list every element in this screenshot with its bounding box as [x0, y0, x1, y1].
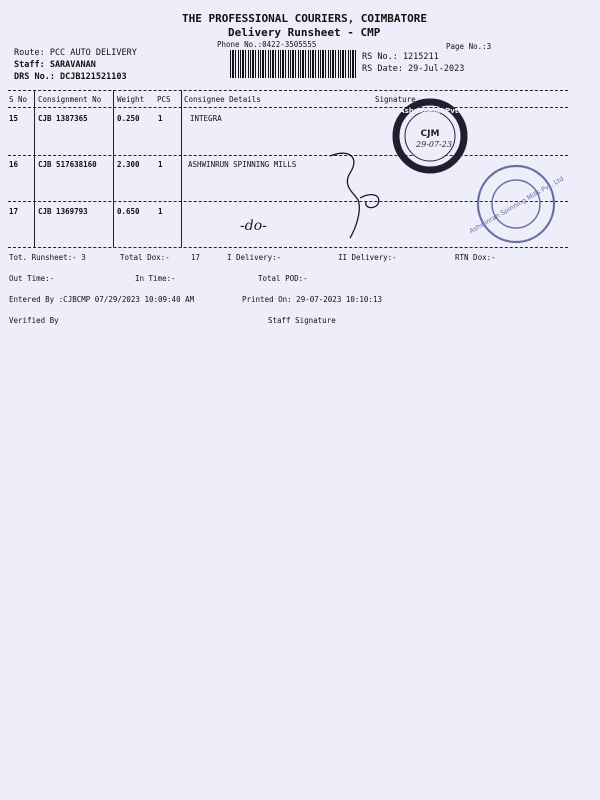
table-header-rule: [8, 107, 568, 108]
row-consignee: INTEGRA: [190, 114, 222, 123]
rs-date: RS Date: 29-Jul-2023: [362, 64, 465, 74]
row-consignment: CJB 1387365: [38, 114, 88, 123]
column-header-weight: Weight: [117, 95, 145, 104]
row-sno: 17: [9, 207, 19, 216]
out-time: Out Time:-: [9, 274, 55, 283]
row-consignee: ASHWINRUN SPINNING MILLS: [188, 160, 297, 169]
column-header-pcs: PCS: [157, 95, 171, 104]
column-header-consignment: Consignment No: [38, 95, 102, 104]
stamp2-text: Ashwinran Spinning Mills Pvt. Ltd: [467, 174, 566, 236]
row-rule: [8, 155, 568, 156]
phone-number: Phone No.:0422-3505555: [217, 40, 317, 49]
verified-by: Verified By: [9, 316, 59, 325]
printed-on: Printed On: 29-07-2023 10:10:13: [242, 295, 382, 304]
runsheet-title: Delivery Runsheet - CMP: [228, 26, 381, 39]
column-divider: [34, 90, 35, 247]
row-sno: 16: [9, 160, 19, 169]
ii-delivery: II Delivery:-: [338, 253, 397, 262]
ditto-handwriting: -do-: [240, 218, 267, 234]
column-header-sno: S No: [9, 95, 28, 104]
total-dox-value: 17: [191, 253, 201, 262]
barcode: [230, 50, 356, 78]
column-header-signature: Signature: [375, 95, 416, 104]
rs-number: RS No.: 1215211: [362, 52, 439, 62]
column-divider: [113, 90, 114, 247]
in-time: In Time:-: [135, 274, 176, 283]
signature-scribble: [320, 148, 390, 248]
stamp1-mid-text: CJM: [420, 129, 440, 139]
staff: Staff: SARAVANAN: [14, 60, 96, 70]
i-delivery: I Delivery:-: [227, 253, 282, 262]
row-weight: 0.650: [117, 207, 140, 216]
route: Route: PCC AUTO DELIVERY: [14, 48, 137, 58]
row-weight: 0.250: [117, 114, 140, 123]
delivery-stamp-1: [384, 98, 476, 178]
column-divider: [181, 90, 182, 247]
row-sno: 15: [9, 114, 19, 123]
table-top-rule: [8, 90, 568, 91]
company-stamp-2: [466, 160, 566, 250]
total-pod: Total POD:-: [258, 274, 308, 283]
column-header-consignee: Consignee Details: [184, 95, 261, 104]
entered-by: Entered By :CJBCMP 07/29/2023 10:09:40 AM: [9, 295, 195, 304]
row-consignment: CJB 517638160: [38, 160, 97, 169]
staff-signature: Staff Signature: [268, 316, 336, 325]
total-runsheet: Tot. Runsheet:- 3: [9, 253, 86, 262]
drs-number: DRS No.: DCJB121521103: [14, 72, 127, 82]
row-pcs: 1: [158, 114, 163, 123]
row-pcs: 1: [158, 160, 163, 169]
total-dox-label: Total Dox:-: [120, 253, 170, 262]
stamp1-date-text: 29-07-23: [416, 140, 452, 149]
rtn-dox: RTN Dox:-: [455, 253, 496, 262]
company-name: THE PROFESSIONAL COURIERS, COIMBATORE: [182, 12, 428, 25]
stamp1-top-text: Ashmolean Pvt.: [399, 107, 461, 115]
row-weight: 2.300: [117, 160, 140, 169]
page-number: Page No.:3: [446, 42, 492, 51]
row-consignment: CJB 1369793: [38, 207, 88, 216]
row-pcs: 1: [158, 207, 163, 216]
